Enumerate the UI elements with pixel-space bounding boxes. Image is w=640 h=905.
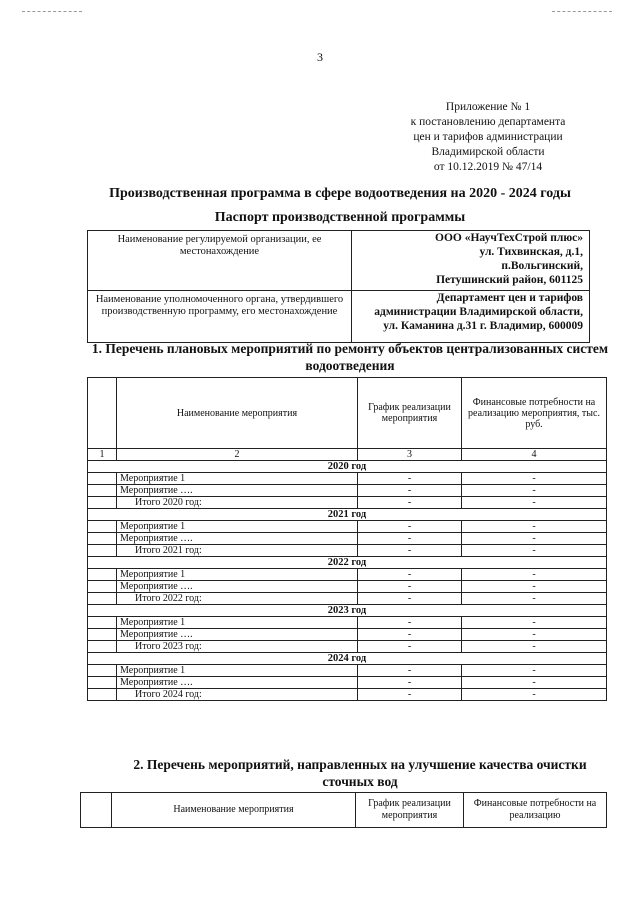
- header-cell: График реализации мероприятия: [356, 793, 464, 828]
- header-cell: Наименование мероприятия: [112, 793, 356, 828]
- row-number-cell: [88, 593, 117, 605]
- year-header-row: [88, 557, 607, 569]
- document-subtitle: Паспорт производственной программы: [214, 210, 466, 225]
- org-value-line: п.Вольгинский,: [501, 260, 583, 272]
- table-row: [88, 533, 607, 545]
- table-row: [88, 521, 607, 533]
- passport-row-authority: [88, 291, 590, 343]
- authority-value-line: Департамент цен и тарифов: [436, 292, 583, 304]
- measure-name: Итого 2022 год:: [117, 593, 358, 605]
- year-header-row: [88, 509, 607, 521]
- cost-value: -: [462, 665, 607, 677]
- schedule-value: -: [358, 521, 462, 533]
- measure-name: Мероприятие 1: [117, 521, 358, 533]
- cost-value: -: [462, 545, 607, 557]
- org-value-line: ул. Тихвинская, д.1,: [479, 246, 583, 258]
- year-header-row: [88, 605, 607, 617]
- org-label: Наименование регулируемой организации, ее местонахождение: [88, 231, 352, 291]
- measure-name: Мероприятие ….: [117, 629, 358, 641]
- table-row: [88, 485, 607, 497]
- row-number-cell: [88, 569, 117, 581]
- table-row: [88, 497, 607, 509]
- header-cell: [88, 378, 117, 449]
- schedule-value: -: [358, 617, 462, 629]
- cost-value: -: [462, 677, 607, 689]
- measure-name: Итого 2023 год:: [117, 641, 358, 653]
- section1-table: [87, 377, 607, 701]
- schedule-value: -: [358, 533, 462, 545]
- schedule-value: -: [358, 593, 462, 605]
- measure-name: Мероприятие ….: [117, 581, 358, 593]
- section1-title: 1. Перечень плановых мероприятий по ремонту объектов централизованных систем водоотведения: [91, 341, 609, 373]
- section2-title: 2. Перечень мероприятий, направленных на улучшение качества очистки сточных вод: [133, 757, 587, 789]
- authority-value-line: ул. Каманина д.31 г. Владимир, 600009: [383, 320, 583, 332]
- year-label: 2020 год: [88, 461, 607, 473]
- passport-table: [87, 230, 590, 343]
- table-row: [88, 689, 607, 701]
- table-header-row: [81, 793, 607, 828]
- table-row: [88, 569, 607, 581]
- authority-value-line: администрации Владимирской области,: [374, 306, 583, 318]
- index-cell: 3: [358, 449, 462, 461]
- schedule-value: -: [358, 545, 462, 557]
- row-number-cell: [88, 545, 117, 557]
- schedule-value: -: [358, 569, 462, 581]
- row-number-cell: [88, 617, 117, 629]
- index-cell: 2: [117, 449, 358, 461]
- cost-value: -: [462, 629, 607, 641]
- measure-name: Мероприятие ….: [117, 485, 358, 497]
- row-number-cell: [88, 665, 117, 677]
- appendix-line: Приложение № 1: [445, 101, 531, 113]
- year-label: 2023 год: [88, 605, 607, 617]
- org-value: [352, 231, 590, 291]
- cost-value: -: [462, 641, 607, 653]
- table-row: [88, 593, 607, 605]
- table-row: [88, 629, 607, 641]
- section2-table: [80, 792, 607, 828]
- cost-value: -: [462, 689, 607, 701]
- table-row: [88, 641, 607, 653]
- schedule-value: -: [358, 497, 462, 509]
- table-row: [88, 665, 607, 677]
- cost-value: -: [462, 581, 607, 593]
- schedule-value: -: [358, 485, 462, 497]
- appendix-line: от 10.12.2019 № 47/14: [433, 161, 543, 173]
- table-row: [88, 677, 607, 689]
- measure-name: Итого 2024 год:: [117, 689, 358, 701]
- schedule-value: -: [358, 665, 462, 677]
- index-cell: 1: [88, 449, 117, 461]
- table-index-row: [88, 449, 607, 461]
- schedule-value: -: [358, 689, 462, 701]
- table-row: [88, 581, 607, 593]
- table-row: [88, 617, 607, 629]
- measure-name: Мероприятие 1: [117, 617, 358, 629]
- year-label: 2021 год: [88, 509, 607, 521]
- org-value-line: Петушинский район, 601125: [436, 274, 583, 286]
- measure-name: Мероприятие ….: [117, 533, 358, 545]
- appendix-line: к постановлению департамента: [410, 116, 566, 128]
- document-title: Производственная программа в сфере водоотведения на 2020 - 2024 годы: [109, 186, 571, 201]
- measure-name: Мероприятие ….: [117, 677, 358, 689]
- table-row: [88, 545, 607, 557]
- passport-row-organization: [88, 231, 590, 291]
- row-number-cell: [88, 497, 117, 509]
- measure-name: Итого 2020 год:: [117, 497, 358, 509]
- year-header-row: [88, 461, 607, 473]
- measure-name: Мероприятие 1: [117, 569, 358, 581]
- schedule-value: -: [358, 581, 462, 593]
- row-number-cell: [88, 677, 117, 689]
- cost-value: -: [462, 569, 607, 581]
- row-number-cell: [88, 689, 117, 701]
- cost-value: -: [462, 473, 607, 485]
- row-number-cell: [88, 533, 117, 545]
- row-number-cell: [88, 641, 117, 653]
- row-number-cell: [88, 485, 117, 497]
- header-cell: [81, 793, 112, 828]
- top-left-rule: [22, 11, 82, 12]
- schedule-value: -: [358, 629, 462, 641]
- authority-value: [352, 291, 590, 343]
- measure-name: Мероприятие 1: [117, 473, 358, 485]
- appendix-line: Владимирской области: [431, 146, 545, 158]
- appendix-note: [388, 100, 588, 175]
- table-row: [88, 473, 607, 485]
- appendix-line: цен и тарифов администрации: [413, 131, 563, 143]
- cost-value: -: [462, 521, 607, 533]
- header-cell: Наименование мероприятия: [117, 378, 358, 449]
- cost-value: -: [462, 533, 607, 545]
- year-label: 2024 год: [88, 653, 607, 665]
- measure-name: Мероприятие 1: [117, 665, 358, 677]
- header-cell: Финансовые потребности на реализацию мероприятия, тыс. руб.: [462, 378, 607, 449]
- table-header-row: [88, 378, 607, 449]
- header-cell: График реализации мероприятия: [358, 378, 462, 449]
- top-right-rule: [552, 11, 612, 12]
- index-cell: 4: [462, 449, 607, 461]
- schedule-value: -: [358, 641, 462, 653]
- row-number-cell: [88, 581, 117, 593]
- year-label: 2022 год: [88, 557, 607, 569]
- row-number-cell: [88, 629, 117, 641]
- page-number: 3: [317, 50, 323, 64]
- cost-value: -: [462, 593, 607, 605]
- row-number-cell: [88, 473, 117, 485]
- measure-name: Итого 2021 год:: [117, 545, 358, 557]
- authority-label: Наименование уполномоченного органа, утвердившего производственную программу, его местонахождение: [88, 291, 352, 343]
- header-cell: Финансовые потребности на реализацию: [464, 793, 607, 828]
- cost-value: -: [462, 485, 607, 497]
- cost-value: -: [462, 617, 607, 629]
- cost-value: -: [462, 497, 607, 509]
- year-header-row: [88, 653, 607, 665]
- schedule-value: -: [358, 473, 462, 485]
- row-number-cell: [88, 521, 117, 533]
- schedule-value: -: [358, 677, 462, 689]
- org-value-line: ООО «НаучТехСтрой плюс»: [435, 232, 583, 244]
